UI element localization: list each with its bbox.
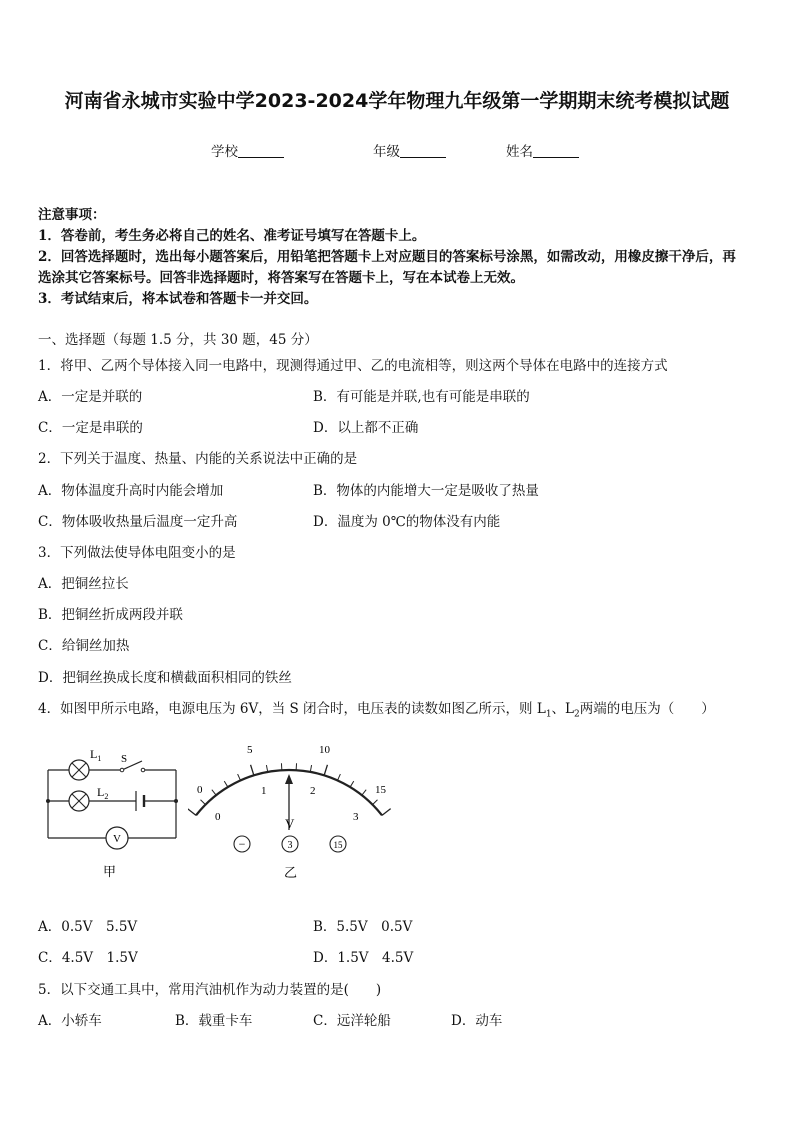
- option-d[interactable]: D．以上都不正确: [313, 420, 419, 436]
- question-stem: 5．以下交通工具中，常用汽油机作为动力装置的是( ): [38, 982, 382, 998]
- grade-blank[interactable]: [400, 144, 446, 158]
- junction-dot: [174, 799, 178, 803]
- name-field[interactable]: [506, 140, 579, 160]
- lamp-l2-icon: [69, 791, 89, 811]
- l2-label: $L_2$: [97, 785, 109, 801]
- option-a[interactable]: A．小轿车: [38, 1013, 102, 1029]
- school-field[interactable]: [211, 140, 284, 160]
- dial-tick: [382, 809, 391, 816]
- dial-tick: [350, 781, 354, 787]
- dial-tick: [201, 800, 206, 805]
- name-label: 姓名: [506, 144, 533, 160]
- scale-upper-label: 15: [375, 784, 386, 796]
- circuit-diagram: [40, 742, 190, 882]
- scale-lower-label: 1: [261, 785, 267, 797]
- option-b[interactable]: B．5.5V 0.5V: [313, 919, 413, 935]
- terminal-label: −: [238, 837, 246, 851]
- dial-tick: [224, 781, 228, 787]
- question-stem: 3．下列做法使导体电阻变小的是: [38, 545, 236, 561]
- name-blank[interactable]: [533, 144, 579, 158]
- dial-tick: [266, 765, 267, 772]
- figure-caption-yi: 乙: [284, 865, 298, 880]
- scale-upper-label: 10: [319, 744, 330, 756]
- scale-lower-label: 2: [310, 785, 316, 797]
- option-c[interactable]: C．物体吸收热量后温度一定升高: [38, 514, 238, 530]
- figure-caption-jia: 甲: [103, 864, 117, 879]
- option-d[interactable]: D．温度为 0℃的物体没有内能: [313, 514, 501, 530]
- question-stem: 1．将甲、乙两个导体接入同一电路中，现测得通过甲、乙的电流相等，则这两个导体在电路中的连接方式: [38, 358, 668, 374]
- dial-tick: [362, 790, 366, 796]
- option-c[interactable]: C．4.5V 1.5V: [38, 950, 138, 966]
- switch-label: S: [121, 753, 128, 765]
- junction-dot: [46, 799, 50, 803]
- option-a[interactable]: A．把铜丝拉长: [38, 576, 129, 592]
- option-b[interactable]: B．把铜丝折成两段并联: [38, 607, 183, 623]
- option-d[interactable]: D．把铜丝换成长度和横截面积相同的铁丝: [38, 670, 292, 686]
- scale-lower-label: 0: [215, 811, 221, 823]
- l1-label: $L_1$: [90, 747, 102, 763]
- option-a[interactable]: A．0.5V 5.5V: [38, 919, 138, 935]
- scale-upper-label: 0: [197, 784, 203, 796]
- terminal-label: 3: [287, 840, 293, 851]
- scale-upper-label: 5: [247, 744, 253, 756]
- battery-icon: [136, 791, 144, 811]
- dial-tick: [188, 809, 196, 816]
- option-c[interactable]: C．一定是串联的: [38, 420, 143, 436]
- option-d[interactable]: D．动车: [451, 1013, 503, 1029]
- dial-tick: [212, 790, 216, 796]
- notice-item: 选涂其它答案标号。回答非选择题时，将答案写在答题卡上，写在本试卷上无效。: [38, 270, 524, 286]
- terminal-label: 15: [333, 840, 343, 850]
- switch-contact-icon: [141, 768, 145, 772]
- option-b[interactable]: B．有可能是并联,也有可能是串联的: [313, 389, 530, 405]
- dial-tick: [251, 765, 254, 776]
- question-stem: 4．如图甲所示电路，电源电压为 6V，当 S 闭合时，电压表的读数如图乙所示，则 $L_1$、$L_2$两端的电压为（ ）: [38, 701, 715, 720]
- voltmeter-dial: [188, 738, 398, 883]
- scale-lower-label: 3: [353, 811, 359, 823]
- dial-tick: [337, 774, 340, 780]
- dial-tick: [324, 765, 327, 776]
- option-a[interactable]: A．一定是并联的: [38, 389, 143, 405]
- dial-tick: [373, 800, 378, 805]
- lamp-l1-icon: [69, 760, 89, 780]
- voltmeter-symbol-label: V: [113, 833, 121, 845]
- page-title: 河南省永城市实验中学2023-2024学年物理九年级第一学期期末统考模拟试题: [64, 90, 730, 112]
- grade-field[interactable]: [373, 140, 446, 160]
- notice-item: 1．答卷前，考生务必将自己的姓名、准考证号填写在答题卡上。: [38, 228, 426, 244]
- question-stem: 2．下列关于温度、热量、内能的关系说法中正确的是: [38, 451, 358, 467]
- school-blank[interactable]: [238, 144, 284, 158]
- switch-contact-icon: [120, 768, 124, 772]
- notice-item: 3．考试结束后，将本试卷和答题卡一并交回。: [38, 291, 318, 307]
- option-d[interactable]: D．1.5V 4.5V: [313, 950, 414, 966]
- option-b[interactable]: B．物体的内能增大一定是吸收了热量: [313, 483, 539, 499]
- grade-label: 年级: [373, 144, 400, 160]
- option-c[interactable]: C．给铜丝加热: [38, 638, 130, 654]
- dial-tick: [238, 774, 241, 780]
- voltmeter-unit: V: [285, 816, 295, 831]
- section-heading: 一、选择题（每题 1.5 分，共 30 题，45 分）: [38, 332, 318, 348]
- school-label: 学校: [211, 144, 238, 160]
- option-c[interactable]: C．远洋轮船: [313, 1013, 391, 1029]
- notice-item: 2．回答选择题时，选出每小题答案后，用铅笔把答题卡上对应题目的答案标号涂黑，如需改动，用橡皮擦干净后，再: [38, 249, 736, 265]
- notice-heading: 注意事项：: [38, 207, 106, 223]
- dial-tick: [310, 765, 311, 772]
- option-a[interactable]: A．物体温度升高时内能会增加: [38, 483, 224, 499]
- option-b[interactable]: B．载重卡车: [175, 1013, 253, 1029]
